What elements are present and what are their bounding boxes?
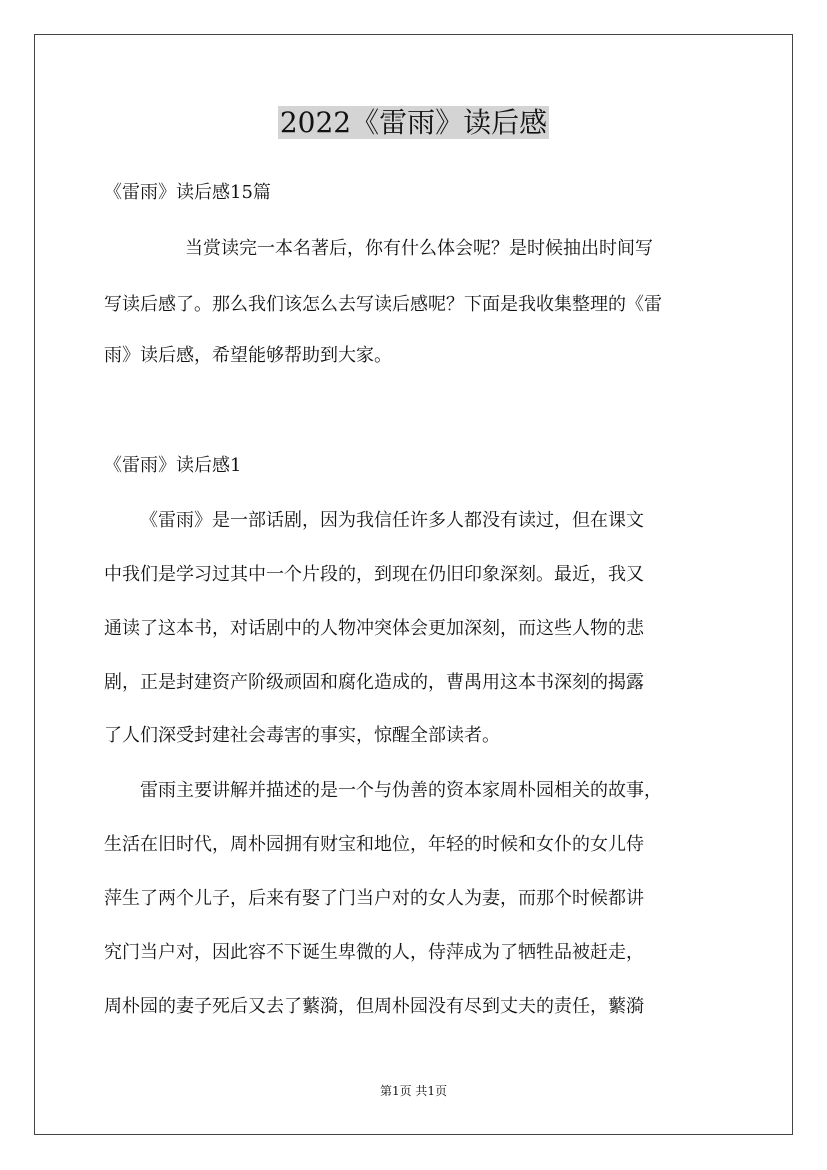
para2-line-4: 究门当户对，因此容不下诞生卑微的人，侍萍成为了牺牲品被赶走， [104, 942, 644, 963]
document-title-text: 2022《雷雨》读后感 [279, 106, 548, 139]
intro-line-2: 写读后感了。那么我们该怎么去写读后感呢？下面是我收集整理的《雷 [104, 294, 662, 315]
para1-line-3: 通读了这本书，对话剧中的人物冲突体会更加深刻，而这些人物的悲 [104, 618, 644, 639]
para1-line-5: 了人们深受封建社会毒害的事实，惊醒全部读者。 [104, 725, 500, 746]
para1-line-1: 《雷雨》是一部话剧，因为我信任许多人都没有读过，但在课文 [140, 510, 644, 531]
para1-line-4: 剧，正是封建资产阶级顽固和腐化造成的，曹禺用这本书深刻的揭露 [104, 672, 644, 693]
page-footer: 第1页 共1页 [379, 1084, 448, 1098]
para2-line-3: 萍生了两个儿子，后来有娶了门当户对的女人为妻，而那个时候都讲 [104, 888, 644, 909]
para2-line-2: 生活在旧时代，周朴园拥有财宝和地位，年轻的时候和女仆的女儿侍 [104, 834, 644, 855]
document-title [0, 101, 827, 145]
para1-line-2: 中我们是学习过其中一个片段的，到现在仍旧印象深刻。最近，我又 [104, 564, 644, 585]
section-heading: 《雷雨》读后感1 [104, 455, 242, 476]
document-subtitle: 《雷雨》读后感15篇 [104, 182, 271, 203]
intro-line-1: 当赏读完一本名著后，你有什么体会呢？是时候抽出时间写 [185, 238, 653, 259]
intro-line-3: 雨》读后感，希望能够帮助到大家。 [104, 345, 392, 366]
para2-line-5: 周朴园的妻子死后又去了蘩漪，但周朴园没有尽到丈夫的责任，蘩漪 [104, 996, 644, 1017]
para2-line-1: 雷雨主要讲解并描述的是一个与伪善的资本家周朴园相关的故事， [140, 780, 662, 801]
